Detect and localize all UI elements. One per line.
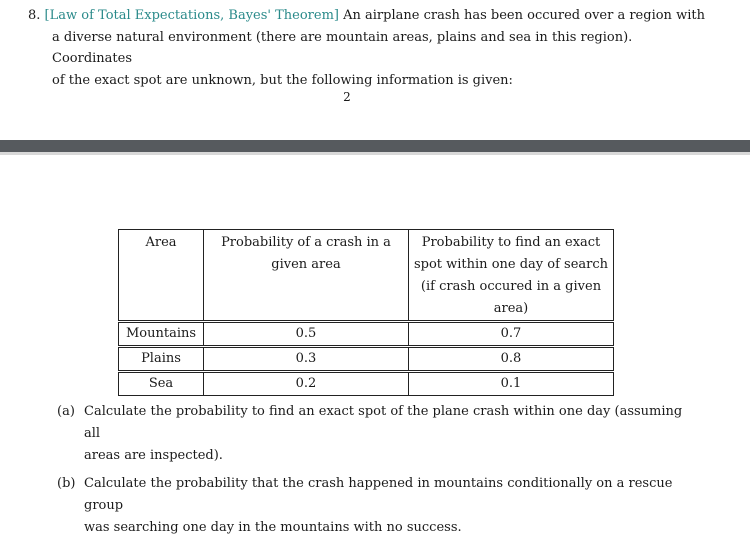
table-row: [119, 322, 614, 347]
cell-area: Sea: [119, 372, 204, 396]
cell-crash: 0.5: [204, 322, 409, 347]
question-label: (a): [57, 404, 75, 419]
cell-find: 0.1: [409, 372, 614, 396]
header-crash-probability: Probability of a crash in a given area: [204, 230, 409, 322]
page-divider: [0, 140, 750, 152]
problem-line-2: a diverse natural environment (there are mountain areas, plains and sea in this region). Coordinates: [52, 29, 633, 66]
header-area: Area: [119, 230, 204, 322]
cell-area: Plains: [119, 347, 204, 372]
problem-line-1: An airplane crash has been occured over a region with: [343, 8, 705, 23]
cell-find: 0.8: [409, 347, 614, 372]
question-a: (a) Calculate the probability to find an exact spot of the plane crash within one day (assuming all areas are inspected).: [57, 401, 697, 467]
problem-line-3: of the exact spot are unknown, but the following information is given:: [52, 72, 513, 88]
question-list: [57, 401, 697, 545]
cell-crash: 0.2: [204, 372, 409, 396]
topic-link[interactable]: [Law of Total Expectations, Bayes' Theorem]: [44, 8, 339, 23]
problem-number: 8.: [28, 8, 41, 23]
question-label: (b): [57, 476, 76, 491]
cell-find: 0.7: [409, 322, 614, 347]
cell-crash: 0.3: [204, 347, 409, 372]
question-b: (b) Calculate the probability that the crash happened in mountains conditionally on a rescue group was searching one day in the mountains with no success.: [57, 473, 697, 539]
table-row: [119, 372, 614, 396]
table-row: [119, 347, 614, 372]
probability-table: [118, 229, 614, 396]
page-number: 2: [343, 90, 351, 104]
table-header-row: [119, 230, 614, 322]
header-find-probability: Probability to find an exact spot within one day of search (if crash occured in a given area): [409, 230, 614, 322]
problem-statement: [28, 5, 708, 91]
cell-area: Mountains: [119, 322, 204, 347]
